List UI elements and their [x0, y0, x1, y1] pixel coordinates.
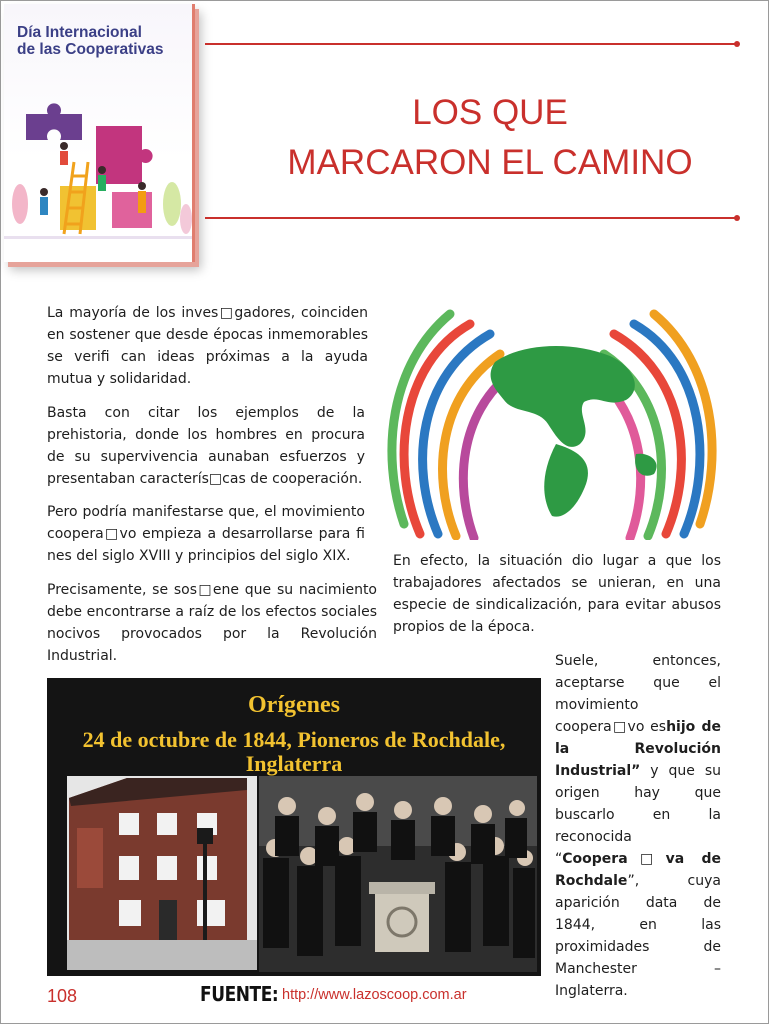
paragraph-5: En efecto, la situación dio lugar a que los trabajadores afectados se unieran, en una especie de sindicalización, para evitar abusos propios de la época.: [393, 553, 721, 635]
paragraph-2: Basta con citar los ejemplos de la prehistoria, donde los hombres en procura de su supervivencia aunaban esfuerzos y presentaban caracterís□cas de cooperación.: [47, 405, 365, 487]
cover-title-line1: Día Internacional: [17, 24, 142, 41]
puzzle-people-illustration: [4, 74, 192, 262]
cover-title: [17, 24, 192, 58]
rochdale-text-part1: Suele, entonces, aceptarse que el movimiento coopera□vo es: [555, 653, 721, 735]
top-divider: [205, 43, 737, 45]
rochdale-pioneers-photo: [47, 678, 541, 976]
page-headline: [220, 88, 760, 188]
rochdale-text-bold2: Coopera□va de Rochdale: [555, 851, 721, 889]
cooperatives-day-cover-image: [4, 4, 195, 262]
cover-title-line2: de las Cooperativas: [17, 41, 164, 58]
headline-line2: MARCARON EL CAMINO: [287, 143, 693, 182]
globe-hands-image: [380, 304, 724, 540]
paragraph-1: La mayoría de los inves□gadores, coinciden en sostener que desde épocas inmemorables se verifi can ideas próximas a la ayuda mutua y solidaridad.: [47, 305, 368, 387]
photo-title: Orígenes: [248, 692, 340, 718]
rochdale-paragraph: [555, 650, 721, 1002]
bottom-divider: [205, 217, 737, 219]
source-label: FUENTE:: [200, 982, 279, 1006]
photo-subtitle-line2: Inglaterra: [245, 751, 343, 776]
rochdale-text-part2: y que su origen hay que buscarlo en la reconocida “: [555, 763, 721, 867]
page-number: 108: [47, 986, 78, 1006]
globe-hands-illustration: [380, 304, 724, 540]
paragraph-3: Pero podría manifestarse que, el movimiento coopera□vo empieza a desarrollarse para fi nes del siglo XVIII y principios del siglo XIX.: [47, 504, 365, 564]
photo-subtitle-line1: 24 de octubre de 1844, Pioneros de Rochdale,: [82, 727, 506, 752]
paragraph-4: Precisamente, se sos□ene que su nacimiento debe encontrarse a raíz de los efectos sociales nocivos provocados por la Revolución Industrial.: [47, 582, 377, 664]
source-url-link[interactable]: http://www.lazoscoop.com.ar: [282, 987, 467, 1003]
rochdale-text-bold1: hijo de la Revolución Industrial”: [555, 719, 721, 779]
pioneers-photo-illustration: [47, 678, 541, 976]
rochdale-text-part3: ”, cuya aparición data de 1844, en las proximidades de Manchester – Inglaterra.: [555, 873, 721, 999]
headline-line1: LOS QUE: [412, 93, 568, 132]
